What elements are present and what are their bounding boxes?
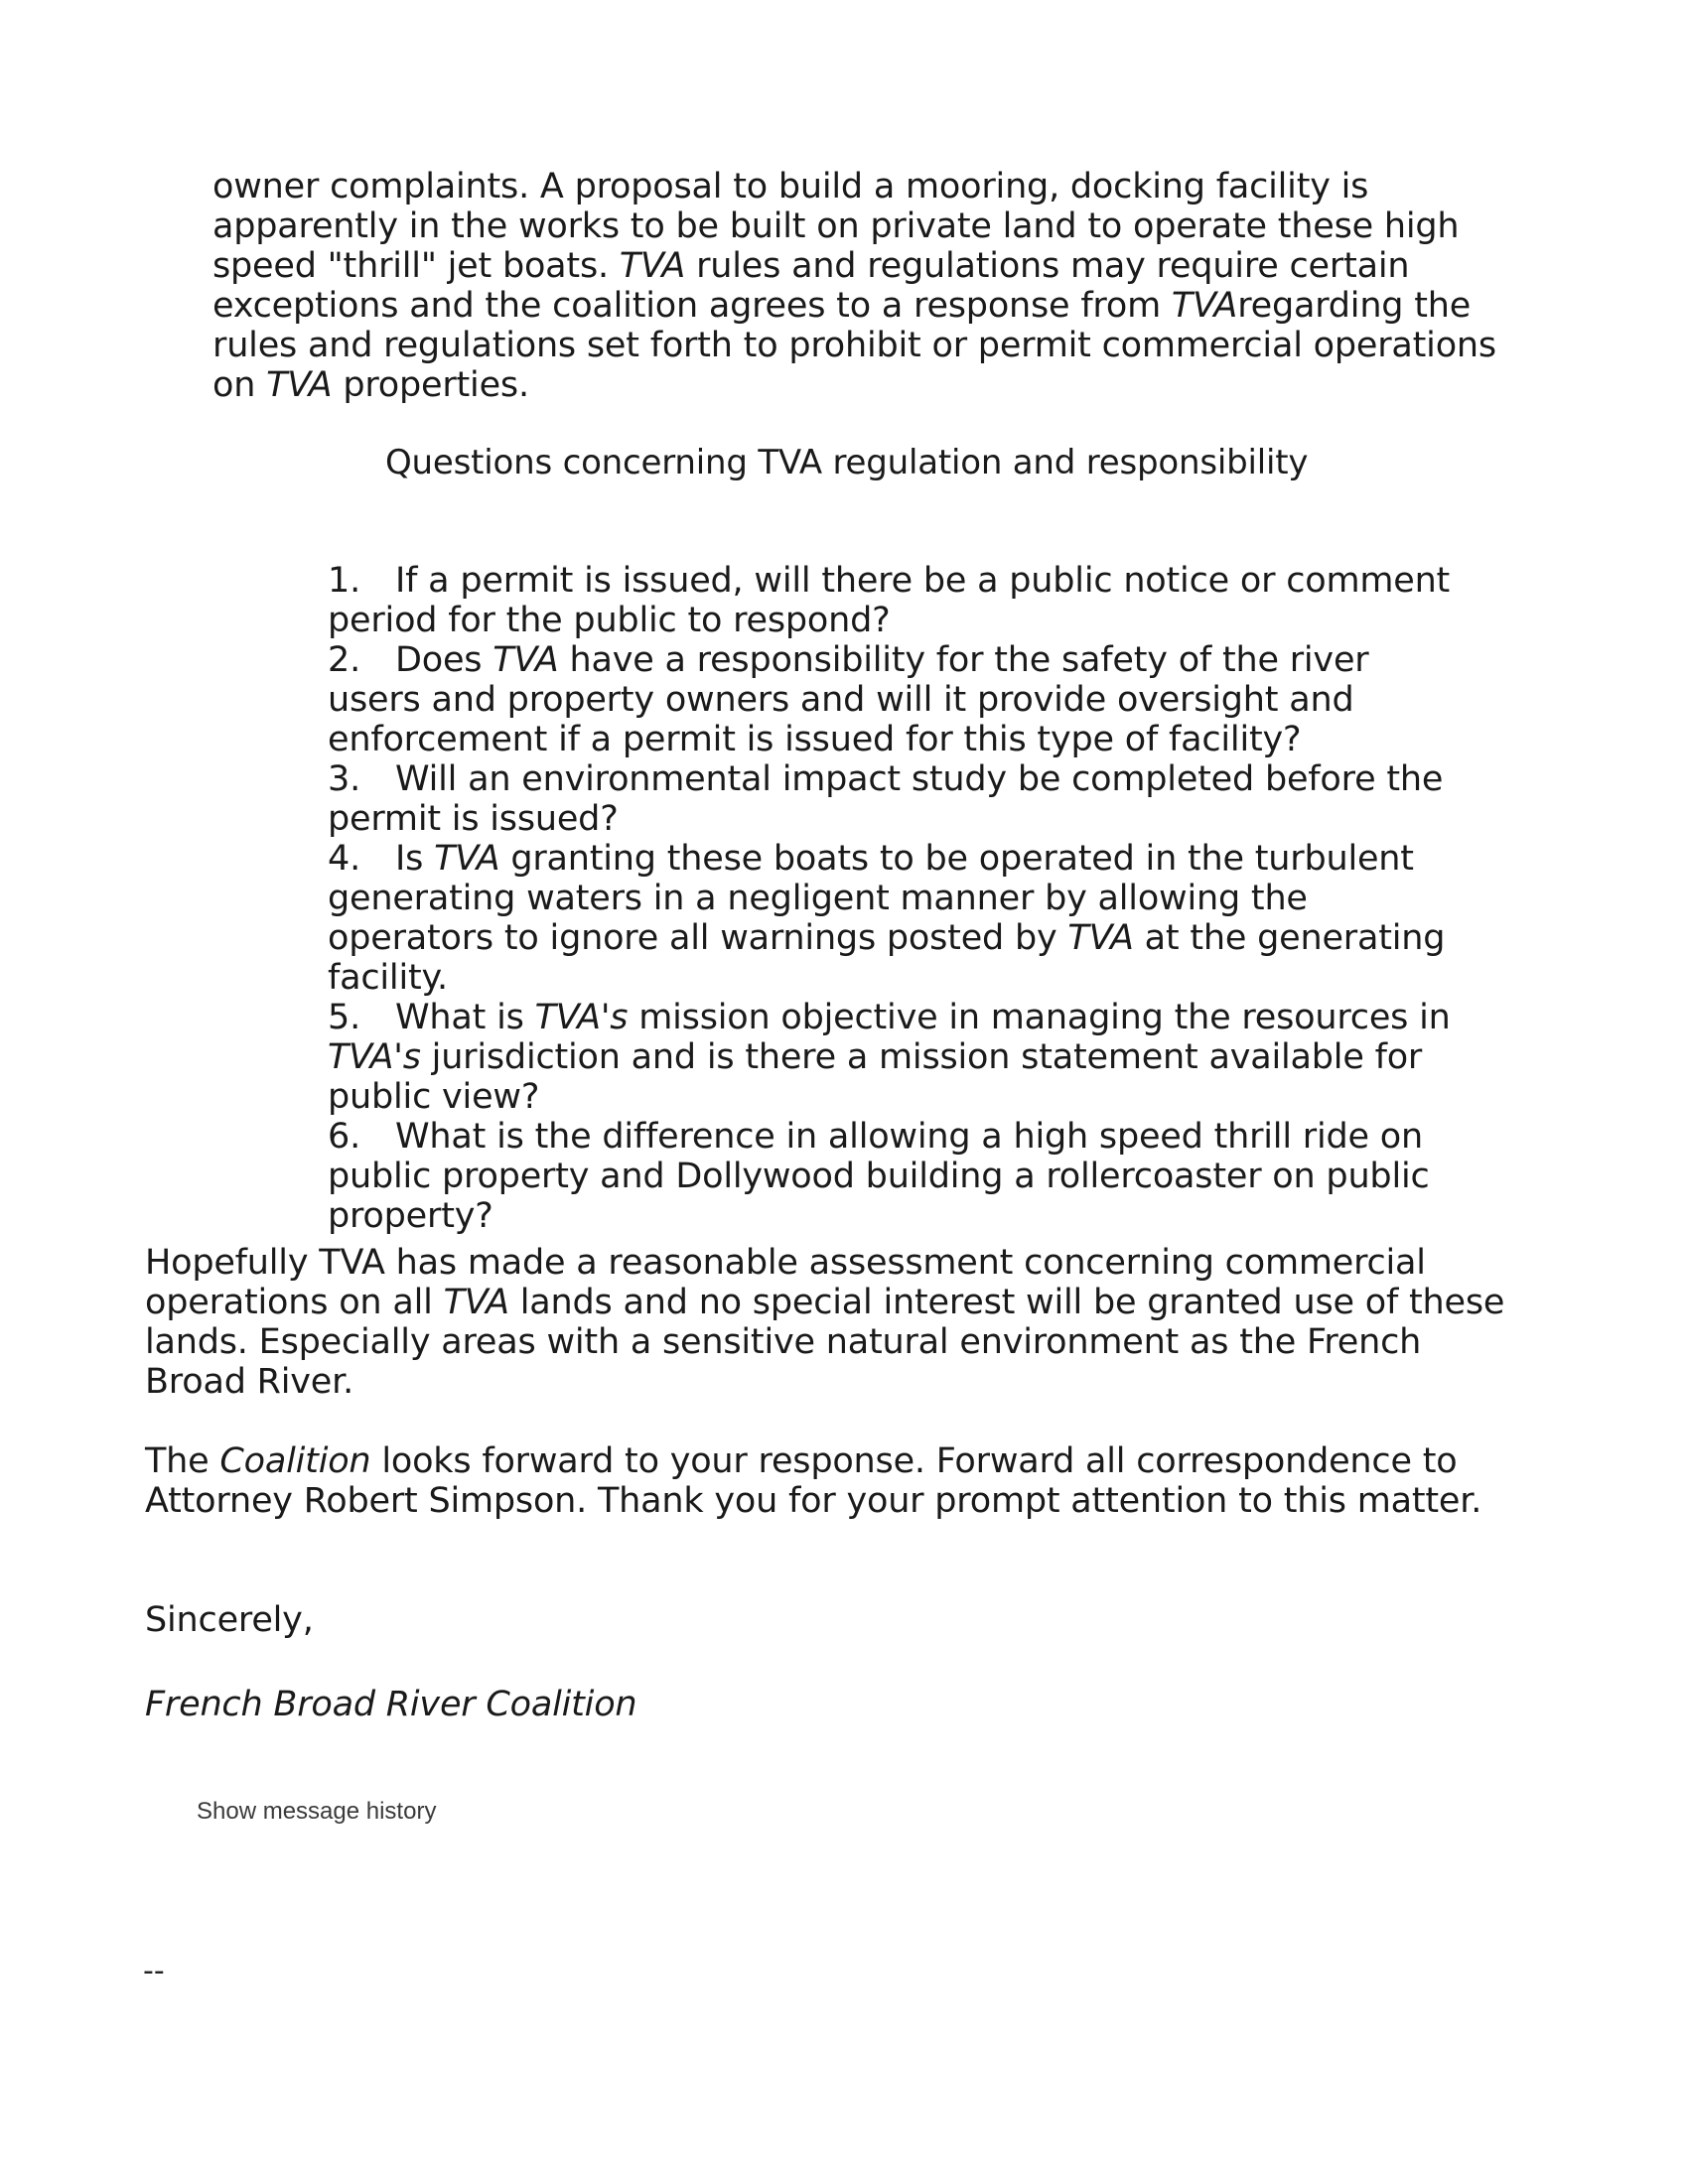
intro-paragraph: owner complaints. A proposal to build a mooring, docking facility is apparently in the works to be built on private land to operate these high speed "thrill" jet boats. TVA rules and regulations may require certain exceptions and the coalition agrees to a response from TVAregarding the rules and regulations set forth to prohibit or permit commercial operations on TVA properties. [212,167,1496,405]
question-item: 3. Will an environmental impact study be completed before the permit is issued? [328,759,1444,839]
question-item: 4. Is TVA granting these boats to be operated in the turbulent generating waters in a negligent manner by allowing the operators to ignore all warnings posted by TVA at the generating facility. [328,839,1446,998]
question-item: 6. What is the difference in allowing a high speed thrill ride on public property and Dollywood building a rollercoaster on public property? [328,1117,1430,1236]
closing-paragraph: Hopefully TVA has made a reasonable assessment concerning commercial operations on all TVA lands and no special interest will be granted use of these lands. Especially areas with a sensitive natural environment as the French Broad River. [145,1243,1505,1402]
response-paragraph: The Coalition looks forward to your response. Forward all correspondence to Attorney Robert Simpson. Thank you for your prompt attention to this matter. [145,1441,1482,1521]
questions-heading: Questions concerning TVA regulation and responsibility [385,443,1309,482]
sign-off: Sincerely, [145,1600,314,1640]
question-item: 1. If a permit is issued, will there be a public notice or comment period for the public to respond? [328,561,1451,640]
signature: French Broad River Coalition [145,1685,637,1724]
signature-separator: -- [143,1954,165,1988]
show-message-history-link[interactable]: Show message history [197,1798,437,1825]
question-item: 5. What is TVA's mission objective in managing the resources in TVA's jurisdiction and is there a mission statement available for public view? [328,998,1451,1117]
question-item: 2. Does TVA have a responsibility for the safety of the river users and property owners and will it provide oversight and enforcement if a permit is issued for this type of facility? [328,640,1369,759]
questions-list [328,561,1470,1236]
